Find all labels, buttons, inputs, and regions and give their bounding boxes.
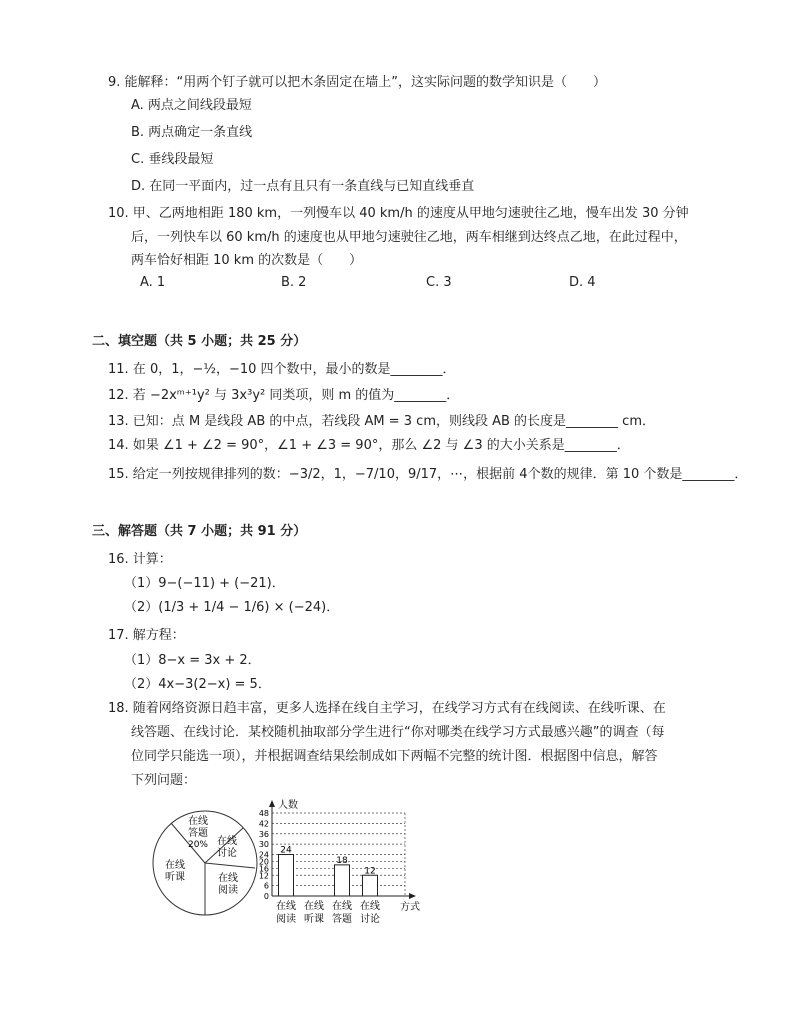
q9-option-a: A. 两点之间线段最短 [131,98,252,113]
bar-chart [250,796,430,931]
x-category-0-top: 在线 [276,901,296,912]
pie-label-answer-1: 在线 [188,816,208,827]
q18-line2: 线答题、在线讨论．某校随机抽取部分学生进行“你对哪类在线学习方式最感兴趣”的调查（每 [131,725,665,740]
q13: 13. 已知：点 M 是线段 AB 的中点，若线段 AM = 3 cm，则线段 AB 的长度是________ cm． [108,414,655,429]
pie-label-discuss-1: 在线 [217,836,237,847]
pie-label-listen-2: 听课 [165,872,185,883]
x-category-0-bottom: 阅读 [276,914,296,925]
pie-percent-answer: 20% [187,840,209,850]
q18-line1: 18. 随着网络资源日趋丰富，更多人选择在线自主学习，在线学习方式有在线阅读、在线听课、在 [108,701,666,716]
q17-part2: （2）4x−3(2−x) = 5． [124,677,271,692]
x-axis-label: 方式 [400,902,420,913]
pie-label-discuss-2: 讨论 [217,848,237,859]
pie-label-answer-2: 答题 [188,828,208,839]
q18-line4: 下列问题： [131,773,197,788]
y-tick-0: 0 [263,892,269,901]
bar-3 [363,875,378,896]
q10-option-d: D. 4 [569,275,596,290]
q10-stem-line2: 后，一列快车以 60 km/h 的速度也从甲地匀速驶往乙地，两车相继到达终点乙地，在此过程中， [131,230,687,245]
bar-2 [335,865,350,896]
x-category-3-top: 在线 [360,901,380,912]
x-axis-arrow [409,893,416,899]
q16-part1: （1）9−(−11) + (−21)． [124,576,285,591]
y-tick-16: 16 [258,864,269,874]
q17-part1: （1）8−x = 3x + 2． [124,653,261,668]
x-category-1-bottom: 听课 [304,914,324,925]
q10-option-b: B. 2 [281,275,307,290]
q12: 12. 若 −2xᵐ⁺¹y² 与 3x³y² 同类项，则 m 的值为________． [108,388,460,403]
y-axis-label: 人数 [278,800,298,811]
q10-option-a: A. 1 [140,275,166,290]
section-fill-blank-title: 二、填空题（共 5 小题；共 25 分） [92,334,307,349]
q10-stem-line1: 10. 甲、乙两地相距 180 km，一列慢车以 40 km/h 的速度从甲地匀速驶往乙地，慢车出发 30 分钟 [108,206,689,221]
q15: 15. 给定一列按规律排列的数：−3/2，1，−7/10，9/17，⋯，根据前 4个数的规律．第 10 个数是________． [108,467,748,482]
pie-label-read-1: 在线 [218,873,238,884]
q9-option-d: D. 在同一平面内，过一点有且只有一条直线与已知直线垂直 [131,179,475,194]
q17-stem: 17. 解方程： [108,628,185,643]
y-tick-6: 6 [263,881,269,891]
y-tick-24: 24 [258,850,269,860]
q14: 14. 如果 ∠1 + ∠2 = 90°，∠1 + ∠3 = 90°，那么 ∠2 与 ∠3 的大小关系是________． [108,438,630,453]
x-category-2-top: 在线 [332,901,352,912]
q10-option-c: C. 3 [426,275,452,290]
bar-value-label-0: 24 [280,845,292,856]
bar-value-label-3: 12 [364,866,376,877]
x-category-2-bottom: 答题 [332,914,352,925]
q18-line3: 位同学只能选一项），并根据调查结果绘制成如下两幅不完整的统计图．根据图中信息，解答 [131,749,658,764]
y-tick-20: 20 [258,857,269,867]
y-tick-36: 36 [258,829,269,839]
y-tick-42: 42 [258,819,269,829]
bar-value-label-2: 18 [336,855,348,866]
pie-label-read-2: 阅读 [218,885,238,896]
q10-stem-line3: 两车恰好相距 10 km 的次数是（ ） [131,253,363,268]
pie-label-listen-1: 在线 [165,860,185,871]
q16-stem: 16. 计算： [108,552,172,567]
q9-stem: 9. 能解释：“用两个钉子就可以把木条固定在墙上”，这实际问题的数学知识是（ ） [108,75,607,90]
y-tick-48: 48 [258,809,269,818]
bar-0 [279,855,294,897]
q11: 11. 在 0，1，−½，−10 四个数中，最小的数是________． [108,362,456,377]
y-tick-30: 30 [258,840,269,850]
x-category-3-bottom: 讨论 [360,914,380,925]
y-tick-12: 12 [258,871,269,881]
section-solve-title: 三、解答题（共 7 小题；共 91 分） [92,524,307,539]
x-category-1-top: 在线 [304,901,324,912]
q9-option-c: C. 垂线段最短 [131,152,214,167]
pie-chart [145,808,265,918]
q9-option-b: B. 两点确定一条直线 [131,125,253,140]
y-axis-arrow [269,800,275,807]
q16-part2: （2）(1/3 + 1/4 − 1/6) × (−24)． [124,600,340,615]
